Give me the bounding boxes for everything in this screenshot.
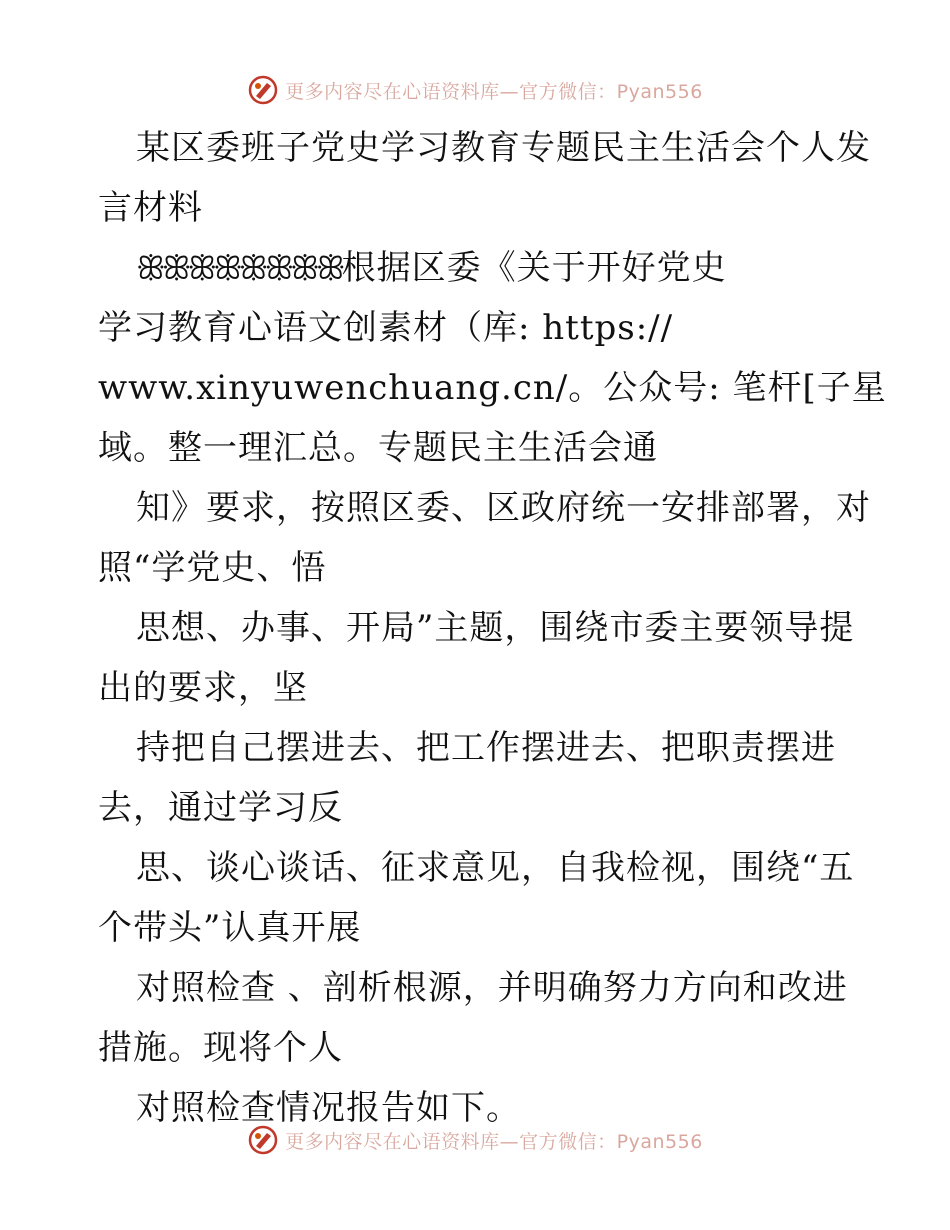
text-line-content: 言材料 xyxy=(98,188,203,228)
header-banner-text: 更多内容尽在心语资料库—官方微信：Pyan556 xyxy=(285,80,703,103)
document-body xyxy=(98,118,887,1138)
text-line xyxy=(98,898,858,958)
text-line-content: www.xinyuwenchuang.cn/。公众号: 笔杆[子星 xyxy=(98,368,887,408)
text-line-content: 学习教育心语文创素材（库: https:// xyxy=(98,308,674,348)
text-line-content: 根据区委《关于开好党史 xyxy=(341,248,727,288)
text-line-content: 知》要求，按照区委、区政府统一安排部署，对 xyxy=(136,488,871,528)
text-line-content: 去，通过学习反 xyxy=(98,788,343,828)
text-line xyxy=(98,838,858,898)
text-line xyxy=(98,718,858,778)
footer-banner xyxy=(0,1120,950,1160)
brand-logo-icon xyxy=(247,74,279,106)
text-line xyxy=(98,178,858,238)
text-line-content: 思、谈心谈话、征求意见，自我检视，围绕“五 xyxy=(136,848,855,888)
text-line-content: 出的要求，坚 xyxy=(98,668,308,708)
text-line xyxy=(98,298,858,358)
text-line xyxy=(98,538,858,598)
text-line xyxy=(98,418,858,478)
text-line-content: 对照检查 、剖析根源，并明确努力方向和改进 xyxy=(136,968,848,1008)
ornament-glyphs: ꕥꕥꕥꕥꕥꕥꕥꕥ xyxy=(136,249,342,287)
text-line xyxy=(98,958,858,1018)
text-line-content: 个带头”认真开展 xyxy=(98,908,362,948)
text-line xyxy=(98,238,858,298)
text-line xyxy=(98,478,871,538)
text-line xyxy=(98,658,858,718)
footer-banner-text: 更多内容尽在心语资料库—官方微信：Pyan556 xyxy=(285,1130,703,1153)
text-line-content: 某区委班子党史学习教育专题民主生活会个人发 xyxy=(136,128,871,168)
text-line-content: 域。整一理汇总。专题民主生活会通 xyxy=(98,428,658,468)
text-line-content: 照“学党史、悟 xyxy=(98,548,327,588)
text-line-content: 思想、办事、开局”主题，围绕市委主要领导提 xyxy=(136,608,855,648)
text-line xyxy=(98,358,887,418)
text-line-content: 对照检查情况报告如下。 xyxy=(136,1088,521,1128)
text-line xyxy=(98,1018,858,1078)
text-line-content: 措施。现将个人 xyxy=(98,1028,343,1068)
brand-logo-icon xyxy=(247,1124,279,1156)
text-line xyxy=(98,118,871,178)
text-line-content: 持把自己摆进去、把工作摆进去、把职责摆进 xyxy=(136,728,836,768)
text-line xyxy=(98,778,858,838)
text-line xyxy=(98,598,858,658)
header-banner xyxy=(0,70,950,110)
